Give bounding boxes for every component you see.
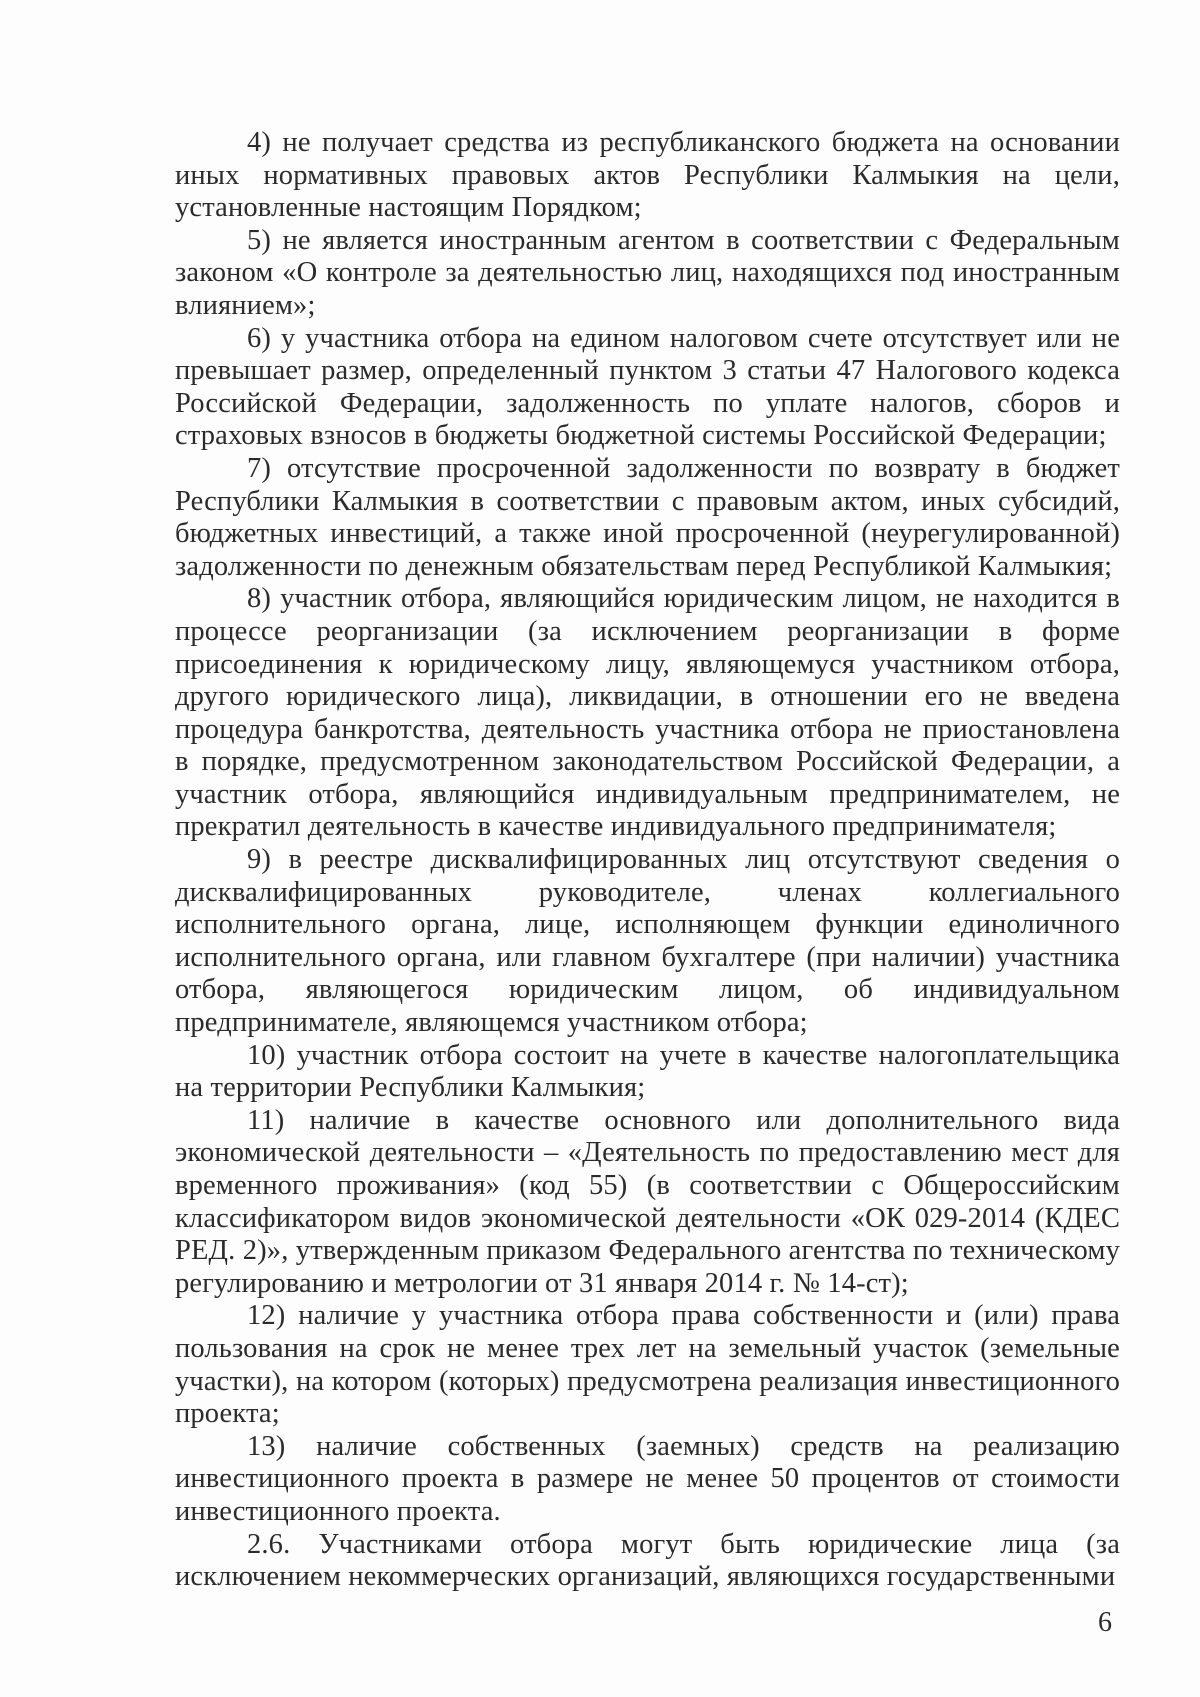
paragraph-item-4: 4) не получает средства из республиканского бюджета на основании иных нормативных правовых актов Республики Калмыкия на цели, установленные настоящим Порядком; (175, 127, 1120, 224)
paragraph-item-13: 13) наличие собственных (заемных) средств на реализацию инвестиционного проекта в размере не менее 50 процентов от стоимости инвестиционного проекта. (175, 1430, 1120, 1527)
paragraph-section-2-6: 2.6. Участниками отбора могут быть юридические лица (за исключением некоммерческих организаций, являющихся государственными (175, 1528, 1120, 1593)
paragraph-item-6: 6) у участника отбора на едином налоговом счете отсутствует или не превышает размер, определенный пунктом 3 статьи 47 Налогового кодекса Российской Федерации, задолженность по уплате налогов, сборов и страховых взносов в бюджеты бюджетной системы Российской Федерации; (175, 322, 1120, 452)
paragraph-item-12: 12) наличие у участника отбора права собственности и (или) права пользования на срок не менее трех лет на земельный участок (земельные участки), на котором (которых) предусмотрена реализация инвестиционного проекта; (175, 1300, 1120, 1430)
paragraph-item-7: 7) отсутствие просроченной задолженности по возврату в бюджет Республики Калмыкия в соответствии с правовым актом, иных субсидий, бюджетных инвестиций, а также иной просроченной (неурегулированной) задолженности по денежным обязательствам перед Республикой Калмыкия; (175, 452, 1120, 582)
paragraph-item-5: 5) не является иностранным агентом в соответствии с Федеральным законом «О контроле за деятельностью лиц, находящихся под иностранным влиянием»; (175, 224, 1120, 321)
paragraph-item-8: 8) участник отбора, являющийся юридическим лицом, не находится в процессе реорганизации (за исключением реорганизации в форме присоединения к юридическому лицу, являющемуся участником отбора, другого юридического лица), ликвидации, в отношении его не введена процедура банкротства, деятельность участника отбора не приостановлена в порядке, предусмотренном законодательством Российской Федерации, а участник отбора, являющийся индивидуальным предпринимателем, не прекратил деятельность в качестве индивидуального предпринимателя; (175, 583, 1120, 843)
paragraph-item-9: 9) в реестре дисквалифицированных лиц отсутствуют сведения о дисквалифицированных руководителе, членах коллегиального исполнительного органа, лице, исполняющем функции единоличного исполнительного органа, или главном бухгалтере (при наличии) участника отбора, являющегося юридическим лицом, об индивидуальном предпринимателе, являющемся участником отбора; (175, 844, 1120, 1039)
paragraph-item-11: 11) наличие в качестве основного или дополнительного вида экономической деятельности – «Деятельность по предоставлению мест для временного проживания» (код 55) (в соответствии с Общероссийским классификатором видов экономической деятельности «ОК 029-2014 (КДЕС РЕД. 2)», утвержденным приказом Федерального агентства по техническому регулированию и метрологии от 31 января 2014 г. № 14-ст); (175, 1104, 1120, 1299)
paragraph-item-10: 10) участник отбора состоит на учете в качестве налогоплательщика на территории Республики Калмыкия; (175, 1039, 1120, 1104)
document-body (175, 127, 1120, 1594)
page-number: 6 (1098, 1607, 1112, 1638)
